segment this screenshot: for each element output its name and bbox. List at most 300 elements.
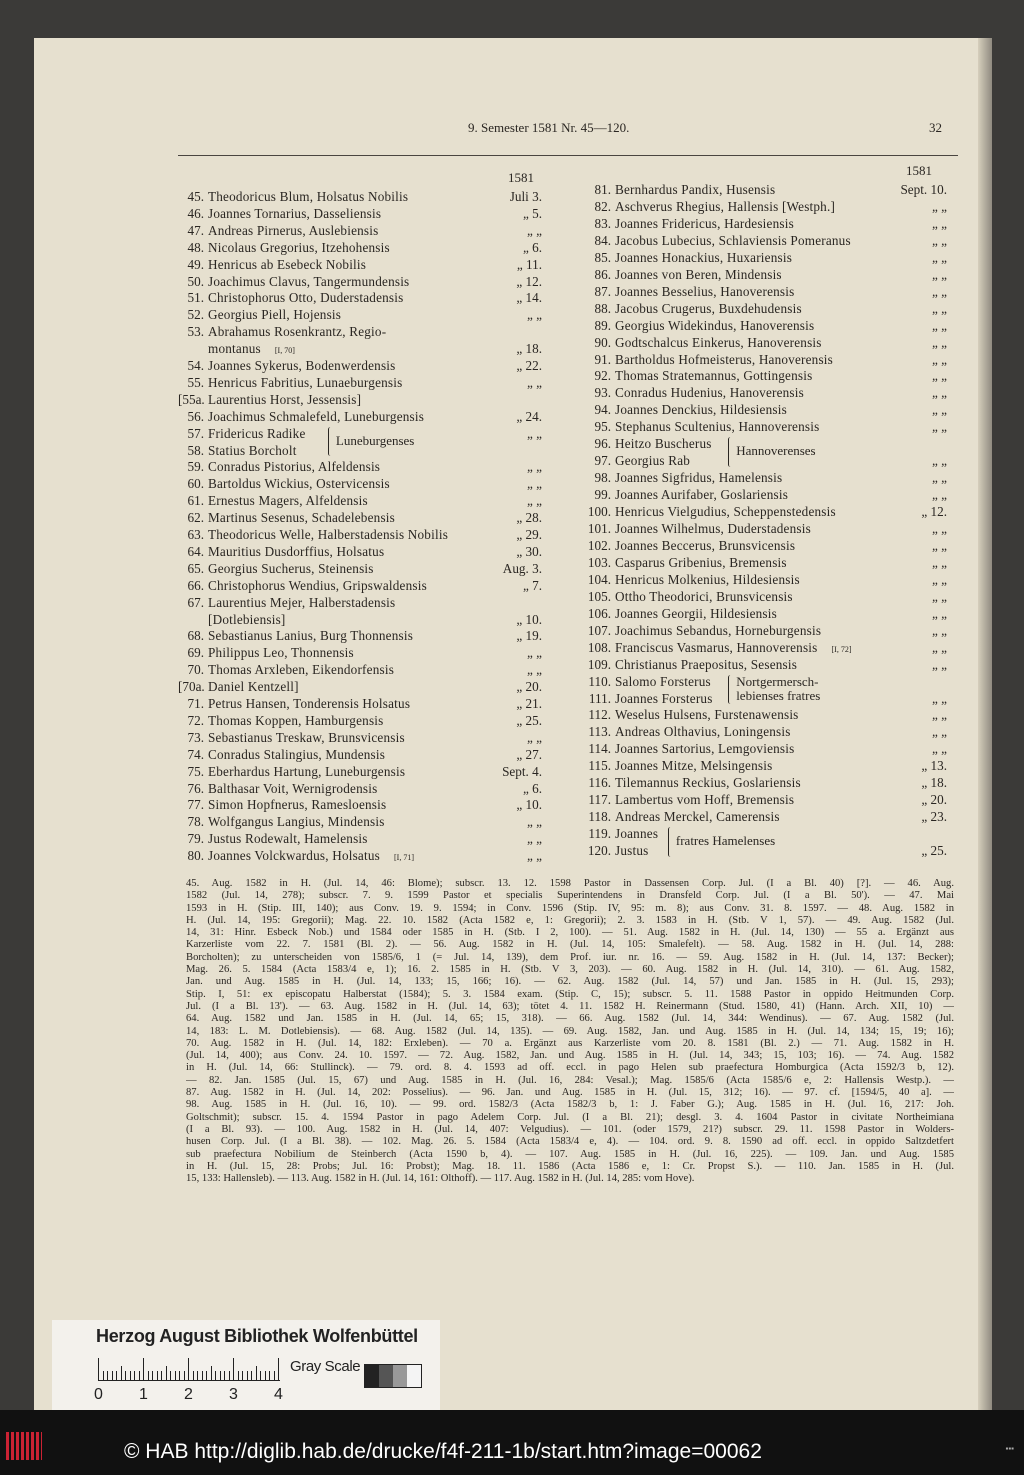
list-entry <box>178 644 542 661</box>
ruler-tick <box>220 1371 221 1380</box>
color-calibration-card <box>52 1320 440 1410</box>
list-entry <box>178 391 542 408</box>
ruler-number: 3 <box>229 1386 238 1403</box>
entry-number: 47. <box>187 222 204 238</box>
entry-number: 120. <box>587 843 611 859</box>
list-entry <box>178 475 542 492</box>
entry-name: Joannes Besselius, Hanoverensis <box>615 283 795 299</box>
list-entry <box>583 808 947 825</box>
ruler-tick <box>152 1371 153 1380</box>
entry-name: Georgius Rab <box>615 453 691 469</box>
entry-number: 51. <box>187 290 204 306</box>
entry-date: „ 27. <box>516 746 542 762</box>
entry-date: „ 19. <box>516 628 542 644</box>
list-entry <box>583 740 947 757</box>
entry-name: Joachimus Sebandus, Horneburgensis <box>615 622 822 638</box>
entry-number: 111. <box>588 690 611 706</box>
group-label: Hannoverenses <box>736 443 816 459</box>
entry-date: „ „ <box>526 425 542 441</box>
ruler-tick <box>157 1371 158 1380</box>
entry-number: 95. <box>594 419 611 435</box>
entry-name: Thomas Arxleben, Eikendorfensis <box>208 662 395 678</box>
entry-name: Bartoldus Wickius, Ostervicensis <box>208 476 390 492</box>
entry-name: Laurentius Horst, Jessensis] <box>208 391 362 407</box>
entry-date: „ „ <box>931 571 947 587</box>
entry-name: Eberhardus Hartung, Luneburgensis <box>208 763 406 779</box>
entry-name: Andreas Pirnerus, Auslebiensis <box>208 222 379 238</box>
group-label: Nortgermersch- lebienses fratres <box>736 673 821 703</box>
list-entry <box>583 418 947 435</box>
entry-name: Bernhardus Pandix, Husensis <box>615 182 776 197</box>
ruler-tick <box>161 1371 162 1380</box>
list-entry <box>178 627 542 644</box>
entry-date: „ 11. <box>516 256 542 272</box>
entry-name: Georgius Sucherus, Steinensis <box>208 560 374 576</box>
entry-date: „ „ <box>931 487 947 503</box>
entry-name: montanus <box>208 341 261 357</box>
entry-number: 84. <box>594 232 611 248</box>
entry-date: „ „ <box>931 639 947 655</box>
entry-name: Joannes Tornarius, Dasseliensis <box>208 205 382 221</box>
ruler-number: 1 <box>139 1386 148 1403</box>
list-entry <box>178 695 542 712</box>
entry-number: [55a. <box>178 391 205 407</box>
entry-date: „ „ <box>931 554 947 570</box>
list-entry <box>178 222 542 239</box>
list-entry <box>178 408 542 425</box>
entry-name: [Dotlebiensis] <box>208 611 286 627</box>
entry-date: „ „ <box>931 215 947 231</box>
list-entry <box>583 554 947 571</box>
ruler-tick <box>134 1371 135 1380</box>
entry-number: 115. <box>588 758 611 774</box>
ruler-tick <box>260 1371 261 1380</box>
entry-number: 83. <box>594 215 611 231</box>
ruler-tick <box>256 1366 257 1380</box>
gray-scale-swatches <box>364 1364 422 1388</box>
entry-date: „ „ <box>526 662 542 678</box>
entry-date: „ 25. <box>516 712 542 728</box>
entry-date: „ „ <box>931 385 947 401</box>
entry-name: Jacobus Lubecius, Schlaviensis Pomeranus <box>615 232 851 248</box>
list-entry <box>178 560 542 577</box>
entry-name: Joannes Wilhelmus, Duderstadensis <box>615 521 811 536</box>
entry-date: „ 6. <box>522 780 542 796</box>
page-number: 32 <box>929 120 942 135</box>
entry-name: Joannes Honackius, Huxariensis <box>615 249 793 265</box>
ruler-number: 4 <box>274 1386 283 1403</box>
entry-number: 112. <box>588 707 611 723</box>
entry-date: „ 29. <box>516 527 542 542</box>
ruler-tick <box>98 1358 99 1380</box>
entry-number: 58. <box>187 442 204 458</box>
entry-name: Henricus Vielgudius, Scheppenstedensis <box>615 504 836 520</box>
entry-reference: [I, 72] <box>831 644 852 654</box>
entry-number: 70. <box>187 662 204 678</box>
entry-name: Joachimus Schmalefeld, Luneburgensis <box>208 408 425 424</box>
footnote-line: Jul. (I a Bl. 13'). — 63. Aug. 1582 in H. (Jul. 14, 63); tötet 4. 11. 1582 H. Reinermann (Stud. 1580, 41) (Hann. Arch. XII, 10) — <box>186 1000 954 1012</box>
entry-name: Joachimus Clavus, Tangermundensis <box>208 273 410 289</box>
entry-date: „ „ <box>931 724 947 740</box>
entry-name: Joannes Georgii, Hildesiensis <box>615 605 777 621</box>
entry-number: 91. <box>594 351 611 367</box>
list-entry <box>178 780 542 797</box>
ruler-tick <box>188 1358 189 1380</box>
entry-name: Jacobus Crugerus, Buxdehudensis <box>615 300 802 316</box>
list-entry <box>583 300 947 317</box>
list-entry <box>583 571 947 588</box>
ruler-tick <box>112 1371 113 1380</box>
ruler-tick <box>233 1358 234 1380</box>
ruler-tick <box>269 1371 270 1380</box>
entry-date: „ „ <box>931 232 947 248</box>
footnote-line: Borcholten); zu unterscheiden von 1585/6, 1 (= Jul. 14, 139), dem Prof. iur. nr. 16. — 59. Aug. 1582 in H. (Jul. 14, 137: Becker); <box>186 951 954 963</box>
entry-date: „ 21. <box>516 696 542 711</box>
list-entry <box>583 198 947 215</box>
entry-date: „ „ <box>931 622 947 638</box>
list-entry <box>583 351 947 368</box>
entry-name: Casparus Gribenius, Bremensis <box>615 554 787 570</box>
entry-date: Juli 3. <box>509 189 542 204</box>
footnote-line: 15, 133: Hallensleb). — 113. Aug. 1582 in H. (Jul. 14, 161: Olthoff). — 117. Aug. 1582 in H. (Jul. 14, 285: vom Hove). <box>186 1173 695 1185</box>
entry-name: Sebastianus Treskaw, Brunsvicensis <box>208 729 405 745</box>
footnote-line: in H. (Jul. 14, 66: Stullinck). — 79. ord. 8. 4. 1593 ad off. eccl. in pago Helen sub praefectura Homburgica (Acta 1592/3 b, 12). <box>186 1062 954 1074</box>
entry-name: Joannes Mitze, Melsingensis <box>615 758 773 774</box>
list-entry <box>583 774 947 791</box>
footnote-line: in H. (Jul. 15, 28: Probs; Jul. 16: Probst); Mag. 18. 11. 1586 (Acta 1586 e, 1: Cr. Propst S.). — 110. Jan. 1585 in H. (Jul. <box>186 1160 954 1172</box>
entry-date: Sept. 10. <box>900 182 947 197</box>
entry-name: Justus <box>615 843 649 859</box>
footnote-line: H. (Jul. 14, 195: Gregorii); Mag. 22. 10. 1582 (Acta 1582 e, 1: Gregorii); 2. 3. 1583 in H. (Stb. V 1, 57). — 49. Aug. 1582 (Jul. <box>186 914 954 926</box>
entry-number: 119. <box>588 826 611 842</box>
list-entry <box>178 492 542 509</box>
entry-date: „ 14. <box>516 290 542 306</box>
ruler-tick <box>265 1371 266 1380</box>
entry-name: Tilemannus Reckius, Goslariensis <box>615 775 801 791</box>
list-entry <box>178 746 542 763</box>
entry-date: „ 20. <box>516 679 542 695</box>
list-entry <box>583 401 947 418</box>
list-entry <box>583 486 947 503</box>
entry-name: Salomo Forsterus <box>615 673 711 689</box>
footnote-line: 87. Aug. 1582 in H. (Jul. 14, 202: Posselius). — 96. Jan. und Aug. 1585 in H. (Jul. 15, 312; 16). — 97. cf. [1594/5, 40 a]. — <box>186 1087 954 1099</box>
entry-number: 81. <box>594 182 611 197</box>
ruler-tick <box>179 1371 180 1380</box>
entry-name: Petrus Hansen, Tonderensis Holsatus <box>208 696 411 711</box>
footnote-line: Goltschmit); subscr. 15. 4. 1594 Pastor in pago Adelem Corp. Jul. (I a Bl. 21); desgl. 3. 4. 1604 Pastor in civitate Northeimiana <box>186 1111 954 1123</box>
entry-name: Christophorus Wendius, Gripswaldensis <box>208 577 427 593</box>
list-entry <box>178 661 542 678</box>
list-entry <box>583 622 947 639</box>
entry-number: 104. <box>587 571 611 587</box>
entry-number: 110. <box>588 673 611 689</box>
entry-name: Georgius Widekindus, Hanoverensis <box>615 317 815 333</box>
ruler-tick <box>229 1371 230 1380</box>
entry-date: „ 10. <box>516 611 542 627</box>
entry-date: „ 25. <box>921 843 947 859</box>
entry-number: 98. <box>594 470 611 486</box>
footnote-line: — 82. Jan. 1585 (Jul. 15, 67) und Aug. 1585 in H. (Jul. 16, 284: Vesal.); Mag. 1585/6 (Acta 1585/6 e, 2: Hallensis Westp.). — <box>186 1074 954 1086</box>
entry-number: 106. <box>587 605 611 621</box>
ruler-tick <box>247 1371 248 1380</box>
entry-name: Simon Hopfnerus, Ramesloensis <box>208 797 387 813</box>
entry-number: 55. <box>187 374 204 390</box>
entry-number: 85. <box>594 249 611 265</box>
list-entry <box>178 526 542 543</box>
ruler-tick <box>197 1371 198 1380</box>
list-entry <box>178 205 542 222</box>
corner-mark: ▪▪▪ <box>1005 1444 1014 1453</box>
ruler-tick <box>148 1371 149 1380</box>
entry-number: 89. <box>594 317 611 333</box>
footnote-line: 14, 31: Hinr. Esbeck Nob.) und 1584 oder 1585 in H. (Stb. I 2, 100). — 51. Aug. 1582 in H. (Jul. 14, 130) — 55 a. Ergänzt aus <box>186 927 954 939</box>
list-entry <box>178 678 542 695</box>
entry-date: „ „ <box>931 266 947 282</box>
entry-name: Andreas Merckel, Camerensis <box>615 809 780 825</box>
entry-number: 72. <box>187 712 204 728</box>
list-entry <box>178 458 542 475</box>
list-entry <box>583 605 947 622</box>
scale-ruler <box>98 1358 280 1381</box>
group-brace <box>728 675 733 705</box>
ruler-tick <box>238 1371 239 1380</box>
entry-date: „ 24. <box>516 408 542 424</box>
ruler-tick <box>143 1358 144 1380</box>
entry-name: Joannes <box>615 826 659 842</box>
entry-date: „ „ <box>931 605 947 621</box>
entry-name: Abrahamus Rosenkrantz, Regio- <box>208 324 387 340</box>
entry-number: 63. <box>187 527 204 542</box>
entry-date: „ „ <box>526 222 542 238</box>
entry-name: Heitzo Buscherus <box>615 436 712 452</box>
page-edge <box>978 38 992 1410</box>
ruler-tick <box>224 1371 225 1380</box>
entry-date: „ 12. <box>516 273 542 289</box>
list-entry <box>583 706 947 723</box>
entry-number: 103. <box>587 554 611 570</box>
entry-date: „ „ <box>931 351 947 367</box>
entry-date: „ 7. <box>522 577 542 593</box>
header-rule <box>178 155 958 156</box>
entry-number: 88. <box>594 300 611 316</box>
entry-name: Georgius Piell, Hojensis <box>208 307 342 323</box>
entry-number: 50. <box>187 273 204 289</box>
list-entry <box>583 656 947 673</box>
entry-name: Thomas Koppen, Hamburgensis <box>208 712 384 728</box>
entry-number: 77. <box>187 797 204 813</box>
entry-number: 62. <box>187 510 204 526</box>
entry-date: „ 5. <box>522 205 542 221</box>
footnote-line: 1582 (Jul. 14, 278); subscr. 7. 9. 1599 Pastor et specialis Superintendens in Dransfeld Corp. Jul. (I a Bl. 50'). — 47. Mai <box>186 890 954 902</box>
entry-number: 53. <box>187 324 204 340</box>
entry-number: 59. <box>187 459 204 475</box>
ruler-tick <box>121 1366 122 1380</box>
footnote-line: 14, 183: L. M. Dotlebiensis). — 68. Aug. 1582 (Jul. 14, 135). — 69. Aug. 1582, Jan. und Aug. 1585 in H. (Jul. 14, 134; 15, 19; 16); <box>186 1025 954 1037</box>
copyright-url[interactable]: © HAB http://diglib.hab.de/drucke/f4f-211-1b/start.htm?image=00062 <box>124 1440 762 1463</box>
entry-name: Nicolaus Gregorius, Itzehohensis <box>208 239 390 255</box>
entry-date: „ „ <box>526 493 542 509</box>
entry-number: 116. <box>588 775 611 791</box>
ruler-tick <box>103 1371 104 1380</box>
list-entry <box>583 232 947 249</box>
entry-date: „ „ <box>526 459 542 475</box>
entry-number: 61. <box>187 493 204 509</box>
entry-name: Lambertus vom Hoff, Bremensis <box>615 792 795 808</box>
footnote-line: Jan. und Aug. 1585 in H. (Jul. 14, 133; 15, 166; 16). — 62. Aug. 1582 (Jul. 14, 57) und Jan. 1585 in H. (Jul. 15, 293); <box>186 976 954 988</box>
ruler-tick <box>215 1371 216 1380</box>
list-entry <box>583 723 947 740</box>
entry-name: Theodoricus Blum, Holsatus Nobilis <box>208 189 409 204</box>
ruler-tick <box>251 1371 252 1380</box>
year-left: 1581 <box>508 170 534 185</box>
list-entry <box>178 796 542 813</box>
entry-number: 113. <box>588 724 611 740</box>
list-entry <box>178 712 542 729</box>
list-entry <box>178 543 542 560</box>
entry-name: Conradus Pistorius, Alfeldensis <box>208 459 381 475</box>
entry-date: „ „ <box>931 198 947 214</box>
entry-number: 67. <box>187 594 204 610</box>
entry-date: Sept. 4. <box>502 763 542 779</box>
list-entry <box>178 357 542 374</box>
entry-reference: [I, 71] <box>393 853 414 863</box>
list-entry <box>178 188 542 205</box>
entry-date: „ „ <box>526 476 542 492</box>
ruler-tick <box>278 1358 279 1380</box>
entry-name: Stephanus Scultenius, Hannoverensis <box>615 419 820 435</box>
entry-date: „ 28. <box>516 510 542 526</box>
entry-name: Wolfgangus Langius, Mindensis <box>208 814 385 830</box>
entry-name: Thomas Stratemannus, Gottingensis <box>615 368 813 384</box>
entry-number: 65. <box>187 560 204 576</box>
entry-name: Henricus ab Esebeck Nobilis <box>208 256 367 272</box>
entry-date: „ „ <box>526 831 542 847</box>
group-brace <box>668 827 673 857</box>
entry-name: Joannes Beccerus, Brunsvicensis <box>615 537 796 553</box>
list-entry <box>583 266 947 283</box>
entry-number: 52. <box>187 307 204 323</box>
entry-number: 94. <box>594 402 611 418</box>
entry-date: Aug. 3. <box>502 560 542 576</box>
footnotes <box>186 878 954 1185</box>
list-entry <box>178 830 542 847</box>
ruler-number: 0 <box>94 1386 103 1403</box>
entry-name: Joannes von Beren, Mindensis <box>615 266 782 282</box>
ruler-number: 2 <box>184 1386 193 1403</box>
entry-number: 114. <box>588 741 611 757</box>
entry-name: Joannes Denckius, Hildesiensis <box>615 402 787 418</box>
entry-date: „ 23. <box>921 809 947 825</box>
entry-date: „ „ <box>931 402 947 418</box>
entry-number: 92. <box>594 368 611 384</box>
entry-name: Balthasar Voit, Wernigrodensis <box>208 780 378 796</box>
footnote-line: Mag. 26. 5. 1584 (Acta 1583/4 e, 1); 16. 2. 1585 in H. (Stb. V 3, 203). — 60. Aug. 1582 in H. (Jul. 14, 310). — 61. Aug. 1582, <box>186 964 954 976</box>
entry-name: Sebastianus Lanius, Burg Thonnensis <box>208 628 414 644</box>
entry-number: 107. <box>587 622 611 638</box>
entry-name: Aschverus Rhegius, Hallensis [Westph.] <box>615 198 836 214</box>
list-entry <box>178 729 542 746</box>
entry-number: 100. <box>587 504 611 520</box>
entry-date: „ „ <box>931 521 947 536</box>
entry-number: 69. <box>187 645 204 661</box>
entry-date: „ „ <box>526 848 542 864</box>
list-entry <box>583 215 947 232</box>
entry-number: 102. <box>587 537 611 553</box>
entry-name: Joannes Aurifaber, Goslariensis <box>615 487 789 503</box>
entry-number: 96. <box>594 436 611 452</box>
entry-number: 64. <box>187 543 204 559</box>
footnote-line: 98. Aug. 1585 in H. (Jul. 16, 10). — 99. ord. 1582/3 (Acta 1582/3 b, 1: J. Faber G.); Aug. 1585 in H. (Jul. 16, 217: Joh. <box>186 1099 954 1111</box>
group-brace <box>728 437 733 467</box>
list-entry <box>583 283 947 300</box>
entry-name: Conradus Hudenius, Hanoverensis <box>615 385 804 401</box>
entry-date: „ „ <box>931 741 947 757</box>
ruler-tick <box>125 1371 126 1380</box>
ruler-tick <box>139 1371 140 1380</box>
entry-name: Joannes Forsterus <box>615 690 713 706</box>
list-entry <box>178 594 542 611</box>
list-entry <box>178 509 542 526</box>
entry-date: „ 13. <box>921 758 947 774</box>
entry-name: Andreas Olthavius, Loningensis <box>615 724 791 740</box>
entry-number: 75. <box>187 763 204 779</box>
entry-number: 97. <box>594 453 611 469</box>
entry-date: „ „ <box>931 283 947 299</box>
gray-swatch <box>379 1365 393 1387</box>
entry-date: „ 22. <box>516 358 542 373</box>
entry-name: Statius Borcholt <box>208 442 297 458</box>
entry-date: „ 18. <box>921 775 947 791</box>
entry-name: Joannes Fridericus, Hardesiensis <box>615 215 794 231</box>
entry-name: Joannes Volckwardus, Holsatus <box>208 848 380 864</box>
list-entry <box>583 588 947 605</box>
entry-number: 90. <box>594 334 611 350</box>
entry-number: 79. <box>187 831 204 847</box>
entry-name: Justus Rodewalt, Hamelensis <box>208 831 368 847</box>
footnote-line: (I a Bl. 93). — 100. Aug. 1582 in H. (Jul. 14, 407: Velgudius). — 101. (oder 1579, 21?) subscr. 29. 11. 1598 Pastor in Wolders- <box>186 1123 954 1135</box>
entry-date: „ „ <box>931 588 947 604</box>
list-entry <box>178 289 542 306</box>
entry-number: 78. <box>187 814 204 830</box>
ruler-tick <box>211 1366 212 1380</box>
ruler-tick <box>242 1371 243 1380</box>
gray-swatch <box>393 1365 407 1387</box>
list-entry <box>178 374 542 391</box>
list-entry <box>178 273 542 290</box>
ruler-tick <box>193 1371 194 1380</box>
list-entry <box>178 763 542 780</box>
running-header: 9. Semester 1581 Nr. 45—120. <box>468 120 630 135</box>
entry-number: 48. <box>187 239 204 255</box>
entry-number: 57. <box>187 425 204 441</box>
entry-name: Bartholdus Hofmeisterus, Hanoverensis <box>615 351 833 367</box>
entry-name: Mauritius Dusdorffius, Holsatus <box>208 543 385 559</box>
footnote-line: Karzerliste vom 22. 7. 1581 (Bl. 2). — 56. Aug. 1582 in H. (Jul. 14, 105: Smalefelt). — 58. Aug. 1582 in H. (Jul. 14, 288: <box>186 939 954 951</box>
entry-name: Laurentius Mejer, Halberstadensis <box>208 594 396 610</box>
entry-name: Joannes Sykerus, Bodenwerdensis <box>208 358 396 373</box>
entry-date: „ „ <box>931 249 947 265</box>
entry-name: Weselus Hulsens, Furstenawensis <box>615 707 799 723</box>
entry-number: 86. <box>594 266 611 282</box>
footnote-line: Stip. I, 51: ex episcopatu Halberstat (1584); 5. 3. 1584 exam. (Stip. C, 15); subscr. 5. 11. 1588 Pastor in oppido Heitmunden Corp. <box>186 988 954 1000</box>
ruler-tick <box>274 1371 275 1380</box>
entry-name: Martinus Sesenus, Schadelebensis <box>208 510 395 526</box>
entry-number: 76. <box>187 780 204 796</box>
group-brace <box>328 427 333 457</box>
entry-number: 45. <box>187 189 204 204</box>
footnote-line: 45. Aug. 1582 in H. (Jul. 14, 46: Blome); subscr. 13. 12. 1598 Pastor in Dassensen Corp. Jul. (I a Bl. 40) [?]. — 46. Aug. <box>186 878 954 889</box>
footnote-line: 64. Aug. 1582 und Jan. 1585 in H. (Jul. 14, 65; 15, 318). — 66. Aug. 1582 (Jul. 14, 344: Wendinus). — 67. Aug. 1582 (Jul. <box>186 1013 954 1025</box>
